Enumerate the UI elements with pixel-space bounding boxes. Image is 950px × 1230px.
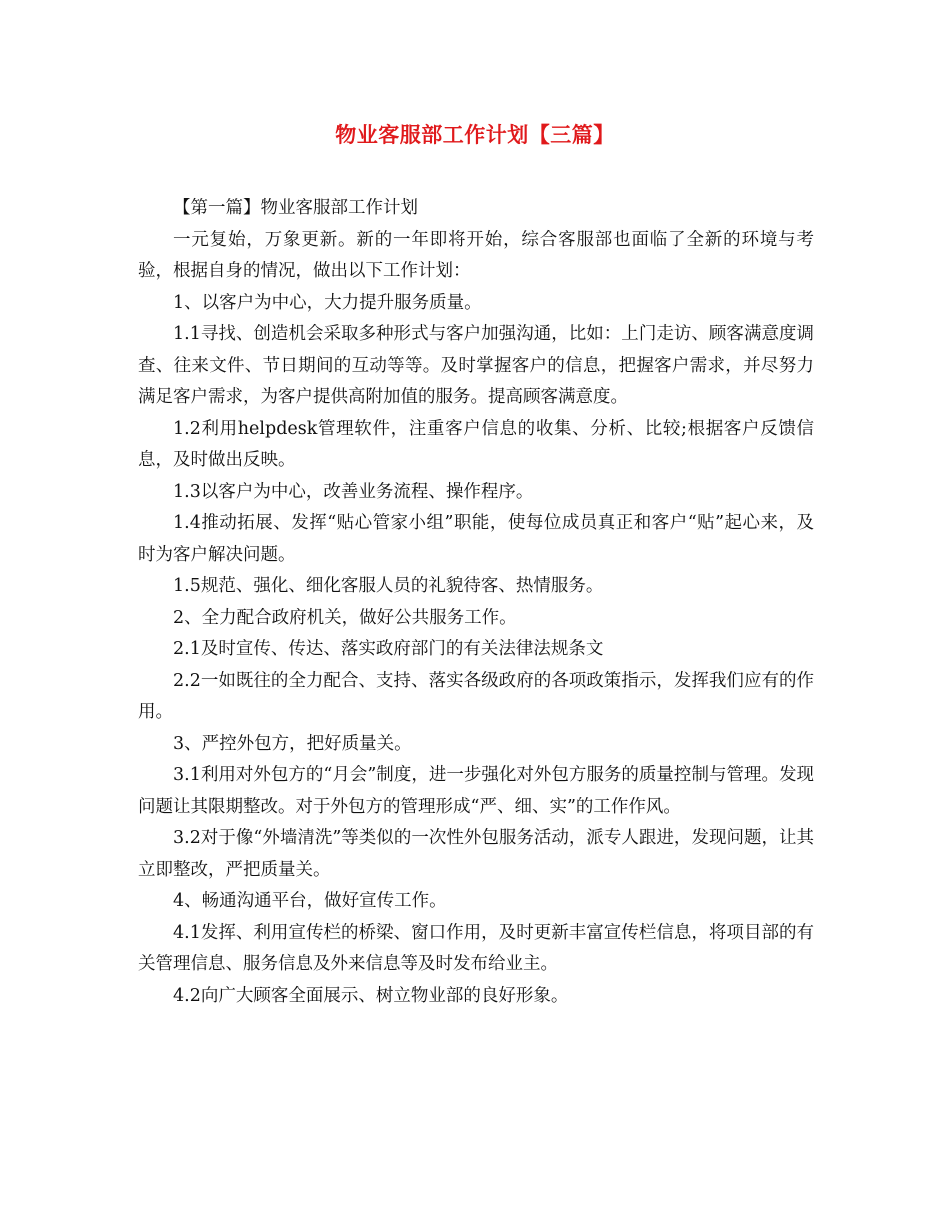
paragraph: 2、全力配合政府机关，做好公共服务工作。 <box>173 607 517 628</box>
paragraph: 3.2对于像“外墙清洗”等类似的一次性外包服务活动，派专人跟进，发现问题，让其立即整改，严把质量关。 <box>138 828 814 880</box>
paragraph: 3、严控外包方，把好质量关。 <box>173 733 412 754</box>
paragraph: 4.2向广大顾客全面展示、树立物业部的良好形象。 <box>173 985 569 1006</box>
paragraph: 1.1寻找、创造机会采取多种形式与客户加强沟通，比如：上门走访、顾客满意度调查、往来文件、节日期间的互动等等。及时掌握客户的信息，把握客户需求，并尽努力满足客户需求，为客户提供高附加值的服务。提高顾客满意度。 <box>138 324 814 407</box>
paragraph: 1.3以客户为中心，改善业务流程、操作程序。 <box>173 481 534 502</box>
paragraph: 1.2利用helpdesk管理软件，注重客户信息的收集、分析、比较;根据客户反馈信息，及时做出反映。 <box>138 418 814 470</box>
paragraph: 2.1及时宣传、传达、落实政府部门的有关法律法规条文 <box>173 639 604 659</box>
paragraph: 4.1发挥、利用宣传栏的桥梁、窗口作用，及时更新丰富宣传栏信息，将项目部的有关管理信息、服务信息及外来信息等及时发布给业主。 <box>138 922 814 974</box>
document-title: 物业客服部工作计划【三篇】 <box>335 122 615 147</box>
section-heading: 【第一篇】物业客服部工作计划 <box>173 198 418 218</box>
paragraph: 1.4推动拓展、发挥“贴心管家小组”职能，使每位成员真正和客户“贴”起心来，及时为客户解决问题。 <box>138 513 814 565</box>
paragraph: 一元复始，万象更新。新的一年即将开始，综合客服部也面临了全新的环境与考验，根据自身的情况，做出以下工作计划： <box>138 229 814 281</box>
paragraph: 2.2一如既往的全力配合、支持、落实各级政府的各项政策指示，发挥我们应有的作用。 <box>138 670 814 722</box>
paragraph: 3.1利用对外包方的“月会”制度，进一步强化对外包方服务的质量控制与管理。发现问题让其限期整改。对于外包方的管理形成“严、细、实”的工作作风。 <box>138 765 814 817</box>
paragraph: 1、以客户为中心，大力提升服务质量。 <box>173 292 482 313</box>
paragraph: 4、畅通沟通平台，做好宣传工作。 <box>173 891 447 911</box>
document-body <box>138 193 814 1012</box>
paragraph: 1.5规范、强化、细化客服人员的礼貌待客、热情服务。 <box>173 576 604 596</box>
